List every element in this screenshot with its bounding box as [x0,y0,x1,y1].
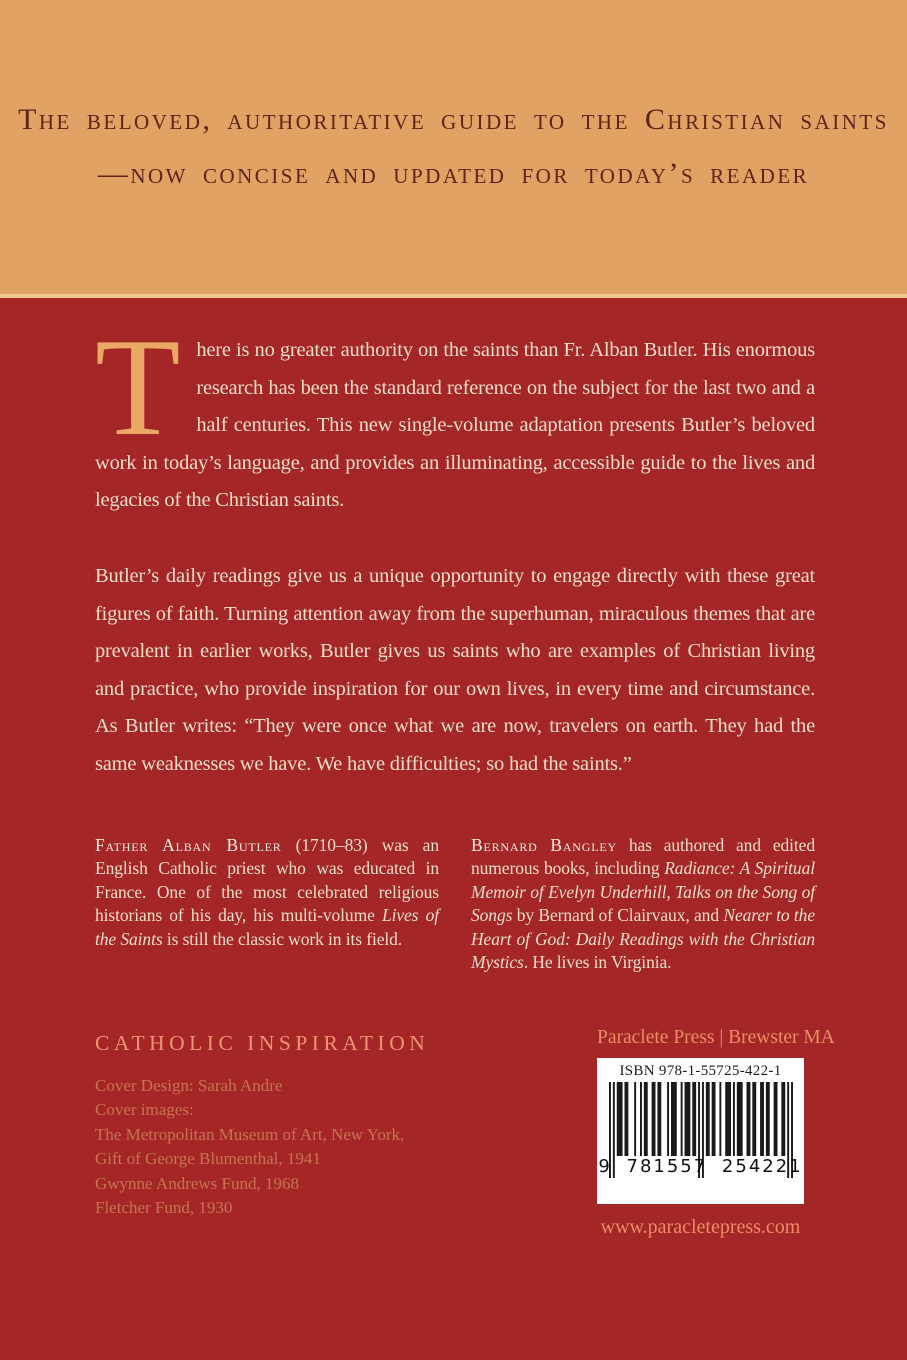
credit-line: Gift of George Blumenthal, 1941 [95,1149,321,1169]
barcode-panel [597,1058,804,1204]
cover-credits [95,1074,597,1221]
credit-line: The Metropolitan Museum of Art, New York, [95,1124,405,1144]
publisher-website: www.paracletepress.com [600,1215,801,1238]
book-title-italic: Radiance: A Spiritual Memoir of Evelyn Underhill, Talks on the Song of Songs [471,858,815,926]
tagline-line-1: The beloved, authoritative guide to the Christian saints [18,103,889,136]
category-label: CATHOLIC INSPIRATION [95,1030,430,1055]
book-title-italic: Lives of the Saints [95,905,439,949]
footer-right-column [597,1026,835,1239]
text-segment: . He lives in Virginia. [523,952,672,973]
bio-alban-butler [95,834,439,975]
author-bios-row [95,834,815,975]
credit-line: Cover images: [95,1100,194,1120]
top-tan-band [0,0,907,294]
footer-row [95,1026,835,1239]
credit-line: Gwynne Andrews Fund, 1968 [95,1173,299,1193]
lead-paragraph-text: here is no greater authority on the saints than Fr. Alban Butler. His enormous research has been the standard reference on the subject for the last two and a half centuries. This new single-volume adaptation presents Butler’s beloved work in today’s language, and provides an illuminating, accessible guide to the lives and legacies of the Christian saints. [95,339,815,512]
bio-bernard-bangley [471,834,815,975]
second-paragraph: Butler’s daily readings give us a unique opportunity to engage directly with these great figures of faith. Turning attention away from the superhuman, miraculous themes that are prevalent in earlier works, Butler gives us saints who are examples of Christian living and practice, who provide inspiration for our own lives, in every time and circumstance. As Butler writes: “They were once what we are now, travelers on earth. They had the same weaknesses we have. We have difficulties; so had the saints.” [95,564,815,775]
tagline-line-2: —now concise and updated for today’s reader [97,156,810,190]
credit-line: Fletcher Fund, 1930 [95,1198,233,1218]
text-segment: by Bernard of Clairvaux, and [512,905,724,926]
person-name: Father Alban Butler [95,834,282,855]
red-body-section [0,298,907,1360]
text-segment: is still the classic work in its field. [162,928,403,949]
footer-left-column [95,1027,597,1239]
publisher-imprint: Paraclete Press | Brewster MA [597,1026,835,1048]
text-segment: (1710–83) was an English Catholic priest who was educated in France. One of the most celebrated religious historians of his day, his multi-volume [95,834,439,926]
barcode-number: 9 781557 254221 [598,1155,803,1177]
credit-line: Cover Design: Sarah Andre [95,1075,283,1095]
isbn-label: ISBN 978-1-55725-422-1 [619,1062,782,1079]
text-segment: has authored and edited numerous books, including [471,834,815,879]
lead-paragraph [95,310,815,520]
person-name: Bernard Bangley [471,834,617,855]
book-title-italic: Nearer to the Heart of God: Daily Readings with the Christian Mystics [471,905,816,973]
dropcap-letter: T [95,310,181,465]
